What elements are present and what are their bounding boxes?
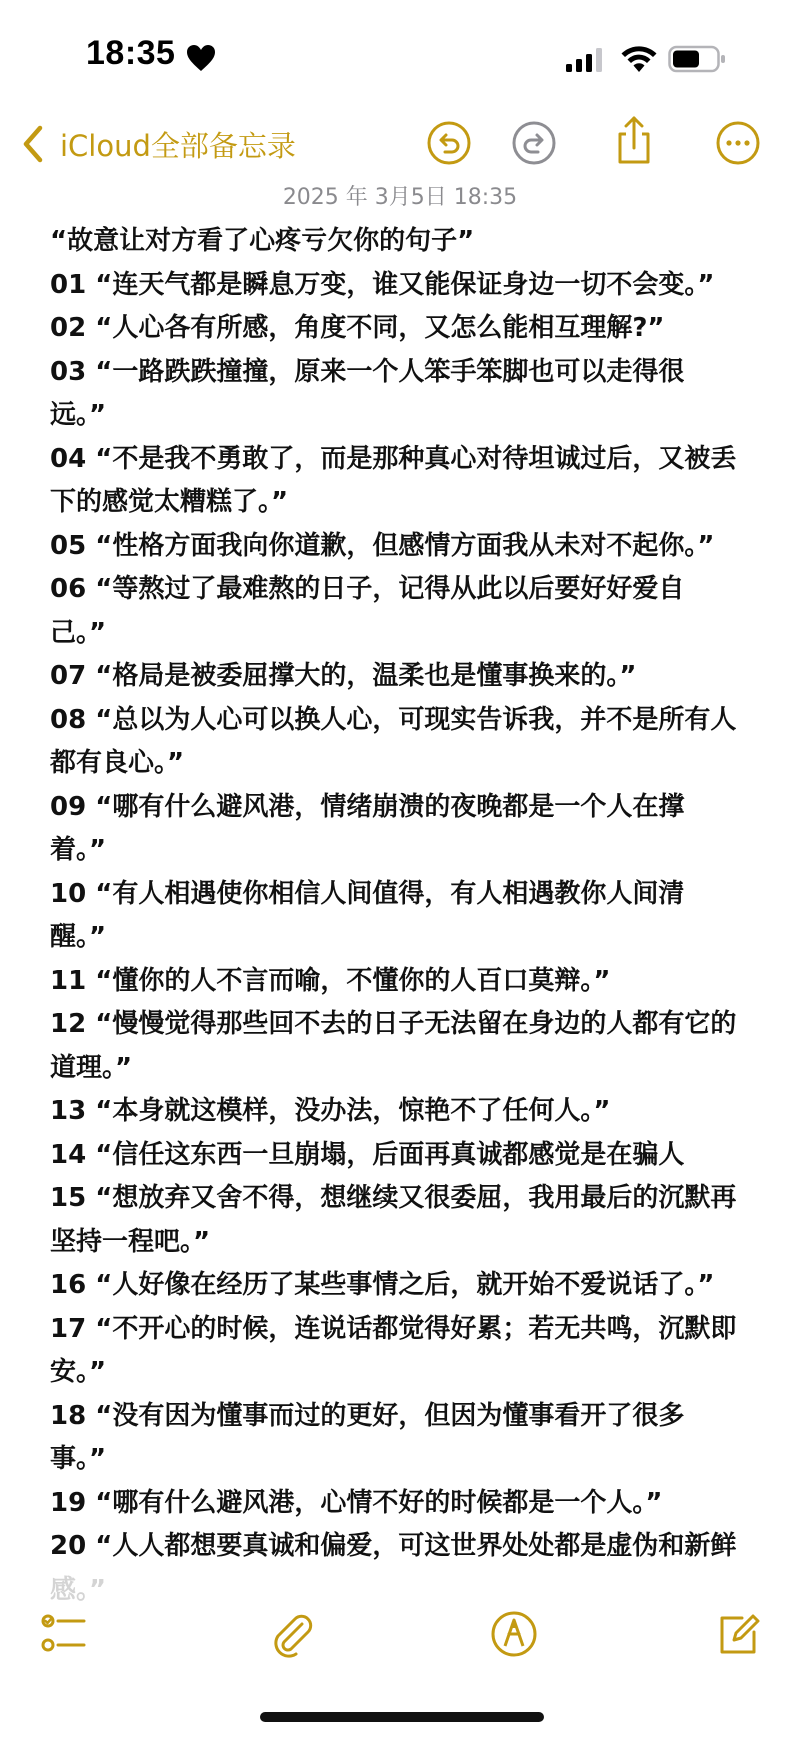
note-line: 11 “懂你的人不言而喻，不懂你的人百口莫辩。” [50, 965, 611, 996]
undo-icon[interactable] [426, 120, 472, 166]
cellular-signal-icon [566, 48, 606, 72]
note-line: 07 “格局是被委屈撑大的，温柔也是懂事换来的。” [50, 661, 637, 691]
note-line: 02 “人心各有所感，角度不同，又怎么能相互理解?” [50, 313, 665, 343]
status-bar [0, 0, 800, 110]
note-body[interactable] [50, 220, 740, 1612]
note-line: 14 “信任这东西一旦崩塌，后面再真诚都感觉是在骗人 [50, 1139, 685, 1170]
nav-bar [0, 110, 800, 180]
note-line: 19 “哪有什么避风港，心情不好的时候都是一个人。” [50, 1487, 663, 1518]
note-line: 05 “性格方面我向你道歉，但感情方面我从未对不起你。” [50, 530, 715, 561]
note-line: 03 “一路跌跌撞撞，原来一个人笨手笨脚也可以走得很远。” [50, 356, 685, 430]
back-button[interactable] [18, 118, 296, 170]
note-title: “故意让对方看了心疼亏欠你的句子” [50, 226, 475, 256]
bottom-toolbar [0, 1600, 800, 1670]
back-label: iCloud全部备忘录 [60, 128, 296, 163]
checklist-icon[interactable] [40, 1610, 88, 1658]
note-line: 04 “不是我不勇敢了，而是那种真心对待坦诚过后，又被丢下的感觉太糟糕了。” [50, 443, 737, 517]
status-time: 18:35 [86, 34, 176, 72]
wifi-icon [621, 44, 657, 74]
home-indicator[interactable] [260, 1712, 544, 1722]
heart-icon [186, 44, 216, 72]
redo-icon[interactable] [511, 120, 557, 166]
note-line: 09 “哪有什么避风港，情绪崩溃的夜晚都是一个人在撑着。” [50, 791, 685, 865]
note-line: 01 “连天气都是瞬息万变，谁又能保证身边一切不会变。” [50, 269, 715, 300]
compose-icon[interactable] [714, 1610, 762, 1658]
note-line: 20 “人人都想要真诚和偏爱，可这世界处处都是虚伪和新鲜 [50, 1531, 737, 1561]
note-line: 16 “人好像在经历了某些事情之后，就开始不爱说话了。” [50, 1270, 715, 1300]
note-line: 06 “等熬过了最难熬的日子，记得从此以后要好好爱自己。” [50, 574, 685, 648]
battery-icon [668, 44, 726, 74]
note-date: 2025 年 3月5日 18:35 [282, 185, 518, 210]
note-line: 13 “本身就这模样，没办法，惊艳不了任何人。” [50, 1096, 611, 1126]
note-line: 12 “慢慢觉得那些回不去的日子无法留在身边的人都有它的道理。” [50, 1009, 737, 1083]
markup-pen-icon[interactable] [490, 1610, 538, 1658]
note-line: 15 “想放弃又舍不得，想继续又很委屈，我用最后的沉默再坚持一程吧。” [50, 1183, 737, 1257]
more-icon[interactable] [715, 120, 761, 166]
chevron-left-icon [18, 124, 48, 164]
paperclip-icon[interactable] [268, 1610, 316, 1658]
note-line: 17 “不开心的时候，连说话都觉得好累；若无共鸣，沉默即安。” [50, 1313, 737, 1387]
note-line: 18 “没有因为懂事而过的更好，但因为懂事看开了很多事。” [50, 1400, 685, 1474]
note-line: 10 “有人相遇使你相信人间值得，有人相遇教你人间清醒。” [50, 878, 685, 952]
share-icon[interactable] [612, 114, 656, 166]
note-line: 08 “总以为人心可以换人心，可现实告诉我，并不是所有人都有良心。” [50, 704, 737, 778]
